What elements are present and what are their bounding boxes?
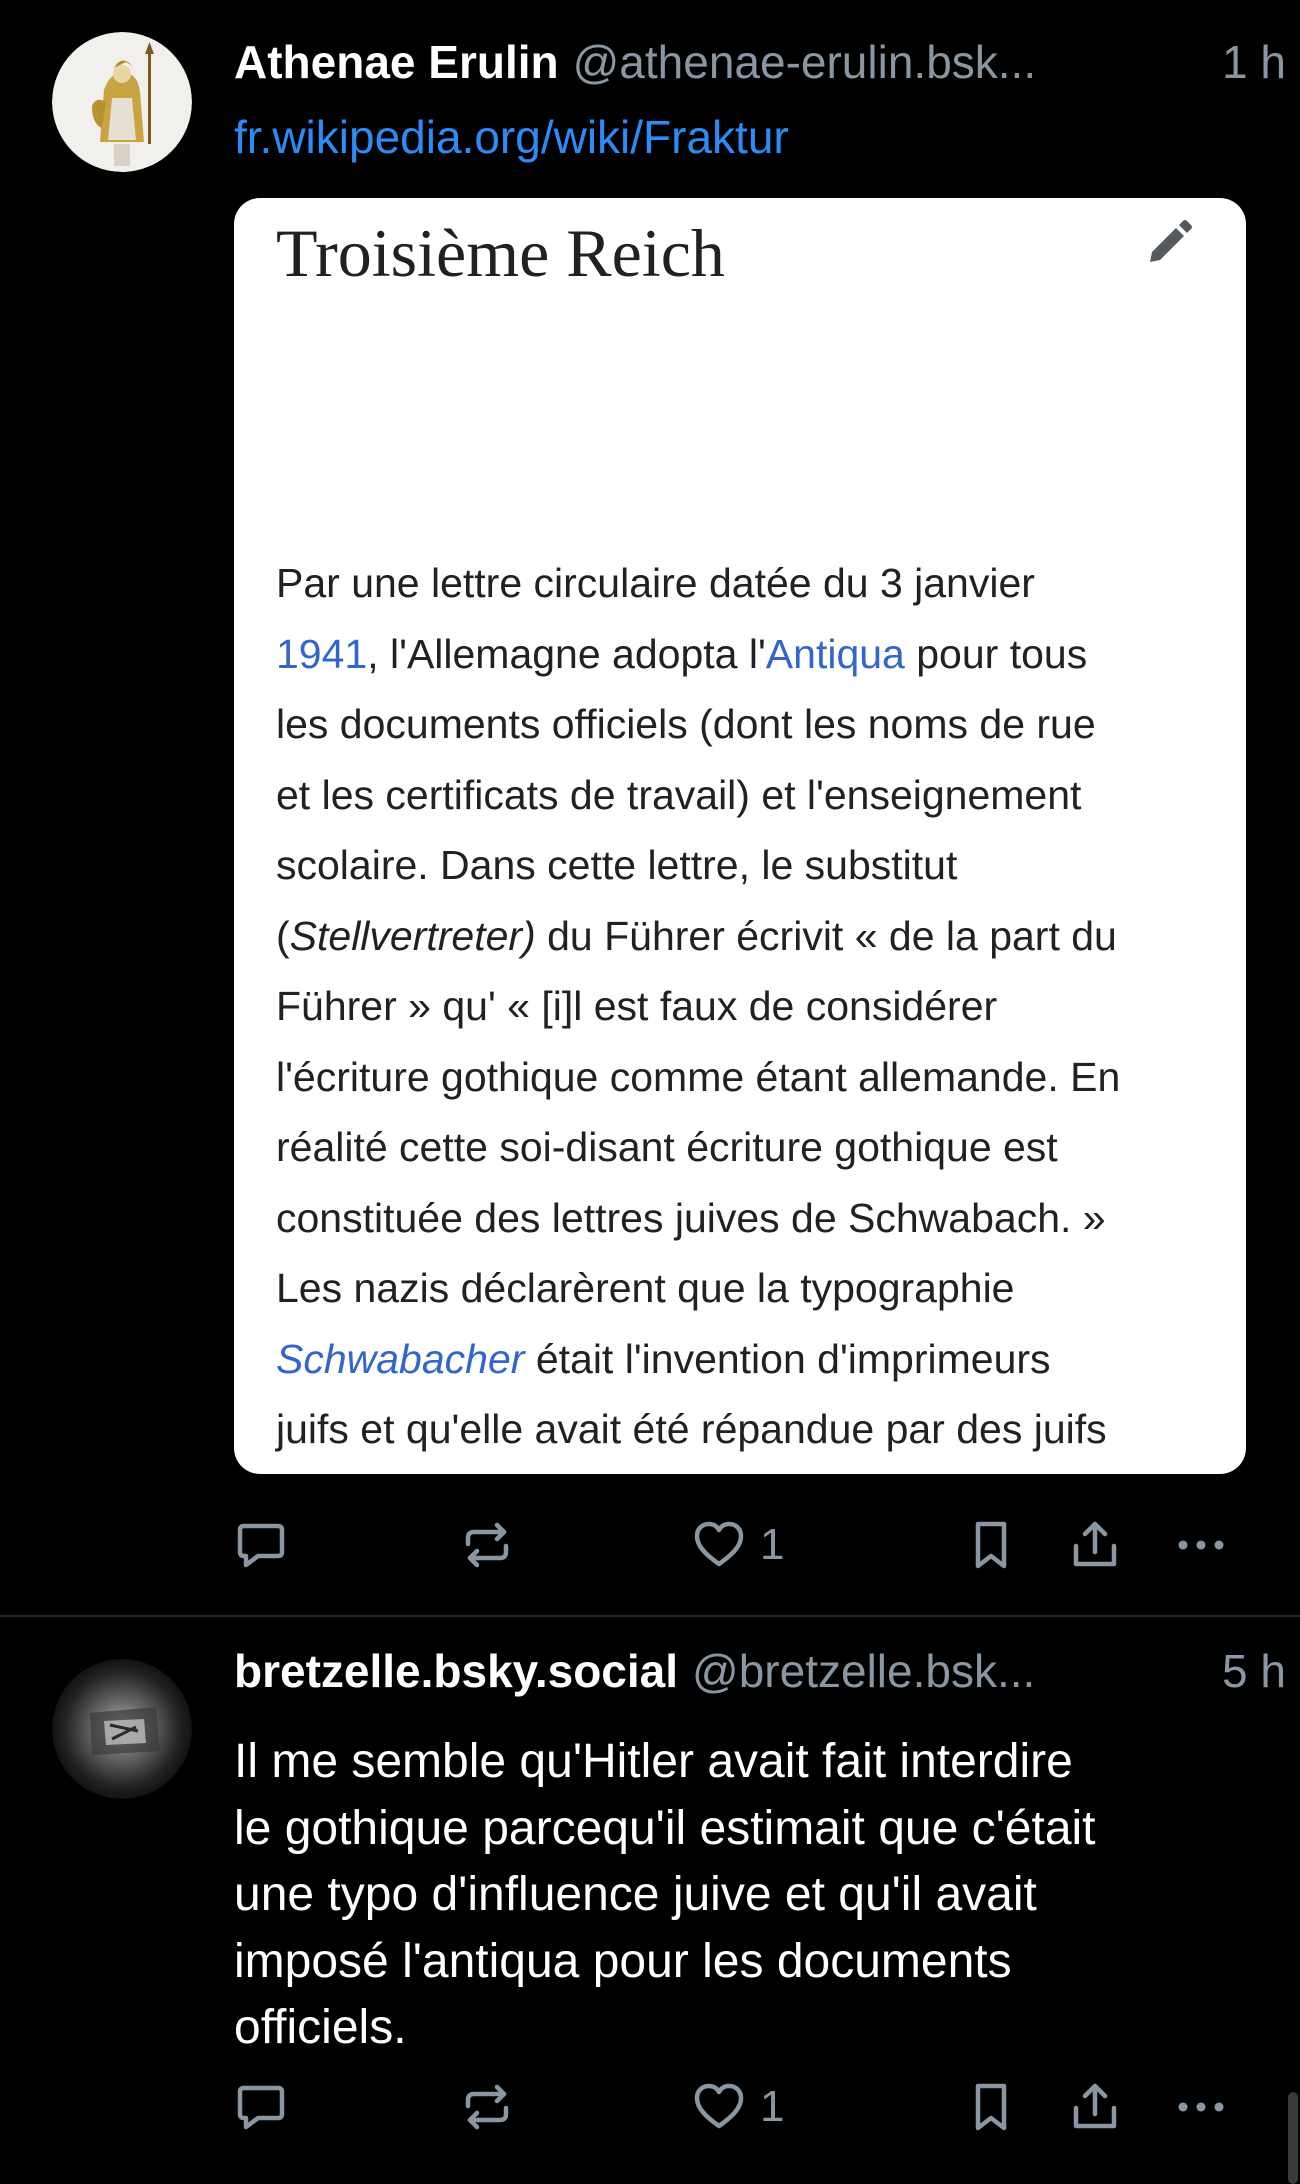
- bookmark-icon: [964, 2080, 1018, 2134]
- repost-button[interactable]: [460, 1510, 514, 1580]
- bookmark-button[interactable]: [964, 2072, 1018, 2142]
- post-text-line: officiels.: [234, 2001, 407, 2054]
- like-button[interactable]: [692, 1510, 784, 1580]
- avatar[interactable]: [52, 1659, 192, 1799]
- post-text: [234, 1729, 1244, 2062]
- share-icon: [1068, 1518, 1122, 1572]
- athena-statue-avatar: [52, 32, 192, 172]
- bookmark-button[interactable]: [964, 1510, 1018, 1580]
- wiki-line: (Stellvertreter) du Führer écrivit « de la part du: [276, 912, 1117, 959]
- wiki-line: Schwabacher était l'invention d'imprimeurs: [276, 1335, 1051, 1382]
- wiki-link-antiqua[interactable]: Antiqua: [765, 630, 905, 677]
- post-header: [234, 30, 1286, 94]
- post-text-line: Il me semble qu'Hitler avait fait interdire: [234, 1735, 1073, 1788]
- reply-icon: [234, 2080, 288, 2134]
- post-bretzelle[interactable]: [0, 1617, 1300, 2184]
- wiki-line: scolaire. Dans cette lettre, le substitut: [276, 842, 958, 888]
- share-icon: [1068, 2080, 1122, 2134]
- scrollbar[interactable]: [1288, 2092, 1298, 2184]
- wiki-line: constituée des lettres juives de Schwabach. »: [276, 1194, 1106, 1241]
- like-count: 1: [760, 2082, 785, 2131]
- author-name[interactable]: Athenae Erulin: [234, 36, 559, 88]
- wiki-line: les documents officiels (dont les noms de rue: [276, 701, 1096, 747]
- wikipedia-screenshot[interactable]: [234, 198, 1246, 1474]
- more-button[interactable]: [1174, 1510, 1228, 1580]
- heart-icon: [692, 2080, 746, 2134]
- post-time[interactable]: 5 h: [1222, 1645, 1286, 1697]
- author-handle[interactable]: @athenae-erulin.bsk...: [572, 36, 1037, 88]
- author-name[interactable]: bretzelle.bsky.social: [234, 1645, 679, 1697]
- wiki-line: [276, 1465, 1216, 1475]
- wiki-link-schwabacher[interactable]: Schwabacher: [276, 1335, 525, 1382]
- like-count: 1: [760, 1520, 785, 1569]
- post-text-line: une typo d'influence juive et qu'il avait: [234, 1868, 1037, 1921]
- wiki-line: juifs et qu'elle avait été répandue par des juifs: [276, 1406, 1107, 1452]
- bookmark-icon: [964, 1518, 1018, 1572]
- wiki-line: l'écriture gothique comme étant allemande. En: [276, 1053, 1121, 1100]
- avatar[interactable]: [52, 32, 192, 172]
- reply-icon: [234, 1518, 288, 1572]
- post-header: [234, 1639, 1286, 1703]
- share-button[interactable]: [1068, 1510, 1122, 1580]
- share-button[interactable]: [1068, 2072, 1122, 2142]
- repost-button[interactable]: [460, 2072, 514, 2142]
- post-text-line: imposé l'antiqua pour les documents: [234, 1934, 1012, 1988]
- wiki-link-1941[interactable]: 1941: [276, 630, 368, 677]
- repost-icon: [460, 2080, 514, 2134]
- wiki-line: et les certificats de travail) et l'enseignement: [276, 771, 1082, 818]
- heart-icon: [692, 1518, 746, 1572]
- wiki-line: Par une lettre circulaire datée du 3 janvier: [276, 560, 1035, 606]
- more-icon: [1174, 1518, 1228, 1572]
- more-button[interactable]: [1174, 2072, 1228, 2142]
- wiki-body: [276, 548, 1216, 1474]
- like-button[interactable]: [692, 2072, 784, 2142]
- repost-icon: [460, 1518, 514, 1572]
- author-handle[interactable]: @bretzelle.bsk...: [692, 1645, 1036, 1697]
- wiki-section-title: Troisième Reich: [276, 215, 725, 291]
- post-actions: [234, 2072, 1234, 2142]
- post-link[interactable]: fr.wikipedia.org/wiki/Fraktur: [234, 111, 789, 163]
- post-time[interactable]: 1 h: [1222, 36, 1286, 88]
- dark-photo-avatar: [52, 1659, 192, 1799]
- more-icon: [1174, 2080, 1228, 2134]
- wiki-line: Führer » qu' « [i]l est faux de considérer: [276, 983, 998, 1029]
- wiki-line: réalité cette soi-disant écriture gothique est: [276, 1124, 1058, 1170]
- post-text-line: le gothique parcequ'il estimait que c'était: [234, 1801, 1096, 1855]
- pencil-icon: [1140, 212, 1200, 272]
- wiki-line: Les nazis déclarèrent que la typographie: [276, 1265, 1015, 1311]
- reply-button[interactable]: [234, 1510, 288, 1580]
- post-actions: [234, 1510, 1234, 1580]
- wiki-line: 1941, l'Allemagne adopta l'Antiqua pour tous: [276, 630, 1088, 677]
- reply-button[interactable]: [234, 2072, 288, 2142]
